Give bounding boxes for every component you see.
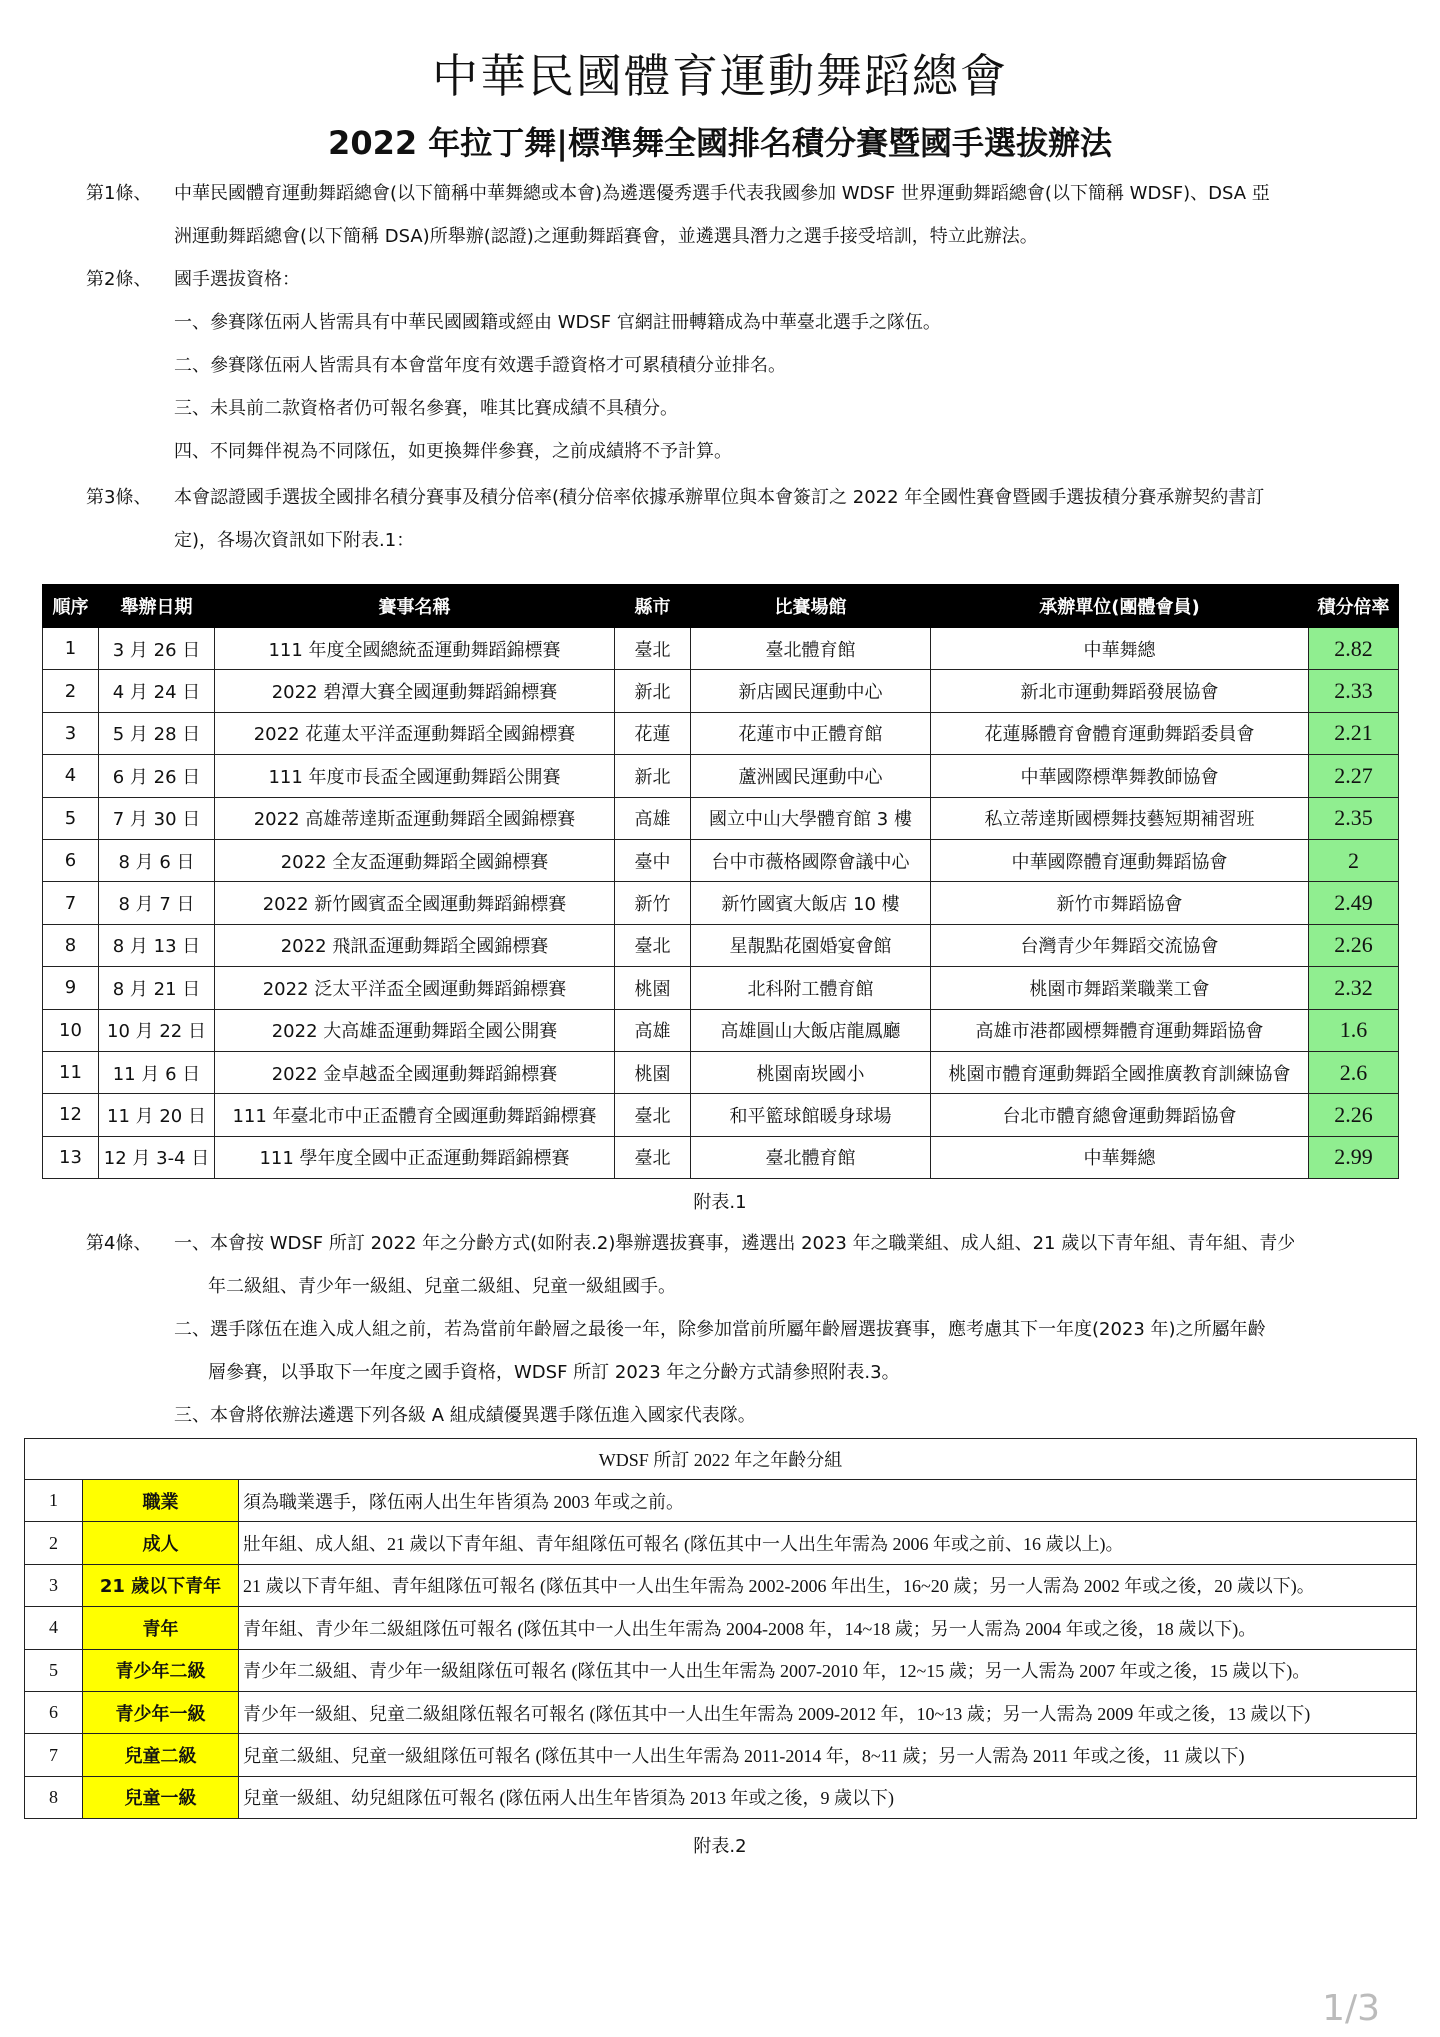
article-2-item: 二、參賽隊伍兩人皆需具有本會當年度有效選手證資格才可累積積分並排名。 <box>174 355 786 376</box>
city-cell: 臺北 <box>615 1136 691 1178</box>
date-cell: 10 月 22 日 <box>99 1009 215 1051</box>
event-name-cell: 2022 新竹國賓盃全國運動舞蹈錦標賽 <box>215 882 615 924</box>
age-group-label: 青年 <box>83 1607 239 1649</box>
organizer-cell: 桃園市體育運動舞蹈全國推廣教育訓練協會 <box>931 1051 1309 1093</box>
city-cell: 新竹 <box>615 882 691 924</box>
age-row-number: 4 <box>25 1607 83 1649</box>
table-row <box>43 628 1399 670</box>
event-name-cell: 111 學年度全國中正盃運動舞蹈錦標賽 <box>215 1136 615 1178</box>
venue-cell: 和平籃球館暖身球場 <box>691 1094 931 1136</box>
age-group-label: 21 歲以下青年 <box>83 1564 239 1606</box>
date-cell: 8 月 7 日 <box>99 882 215 924</box>
city-cell: 高雄 <box>615 1009 691 1051</box>
column-header: 承辦單位(團體會員) <box>931 585 1309 628</box>
multiplier-cell: 2.49 <box>1309 882 1399 924</box>
article-4-line: 三、本會將依辦法遴選下列各級 A 組成績優異選手隊伍進入國家代表隊。 <box>174 1405 756 1426</box>
multiplier-cell: 2.35 <box>1309 797 1399 839</box>
age-group-label: 兒童一級 <box>83 1776 239 1818</box>
article-1-line: 中華民國體育運動舞蹈總會(以下簡稱中華舞總或本會)為遴選優秀選手代表我國參加 WDSF 世界運動舞蹈總會(以下簡稱 WDSF)、DSA 亞 <box>174 183 1270 204</box>
venue-cell: 星靚點花園婚宴會館 <box>691 924 931 966</box>
date-cell: 3 月 26 日 <box>99 628 215 670</box>
organizer-cell: 中華國際標準舞教師協會 <box>931 755 1309 797</box>
article-2-item: 三、未具前二款資格者仍可報名參賽，唯其比賽成績不具積分。 <box>174 398 678 419</box>
age-row <box>25 1691 1417 1733</box>
organizer-cell: 台北市體育總會運動舞蹈協會 <box>931 1094 1309 1136</box>
date-cell: 11 月 20 日 <box>99 1094 215 1136</box>
date-cell: 4 月 24 日 <box>99 670 215 712</box>
article-2-item: 四、不同舞伴視為不同隊伍，如更換舞伴參賽，之前成績將不予計算。 <box>174 441 732 462</box>
city-cell: 新北 <box>615 755 691 797</box>
age-row <box>25 1480 1417 1522</box>
age-group-description: 青年組、青少年二級組隊伍可報名 (隊伍其中一人出生年需為 2004-2008 年，14~18 歲；另一人需為 2004 年或之後，18 歲以下)。 <box>239 1607 1417 1649</box>
article-3 <box>86 476 1356 562</box>
table-row <box>43 882 1399 924</box>
event-name-cell: 2022 高雄蒂達斯盃運動舞蹈全國錦標賽 <box>215 797 615 839</box>
order-cell: 4 <box>43 755 99 797</box>
table-1-caption: 附表.1 <box>693 1192 747 1213</box>
article-4-line: 二、選手隊伍在進入成人組之前，若為當前年齡層之最後一年，除參加當前所屬年齡層選拔賽事，應考慮其下一年度(2023 年)之所屬年齡 <box>174 1319 1266 1340</box>
age-row <box>25 1649 1417 1691</box>
age-group-table <box>24 1438 1417 1819</box>
article-4 <box>86 1222 1356 1437</box>
event-name-cell: 2022 碧潭大賽全國運動舞蹈錦標賽 <box>215 670 615 712</box>
document-title: 2022 年拉丁舞|標準舞全國排名積分賽暨國手選拔辦法 <box>328 124 1112 162</box>
venue-cell: 新竹國賓大飯店 10 樓 <box>691 882 931 924</box>
table-row <box>43 712 1399 754</box>
organizer-cell: 新竹市舞蹈協會 <box>931 882 1309 924</box>
venue-cell: 蘆洲國民運動中心 <box>691 755 931 797</box>
order-cell: 2 <box>43 670 99 712</box>
age-group-description: 兒童一級組、幼兒組隊伍可報名 (隊伍兩人出生年皆須為 2013 年或之後，9 歲以下) <box>239 1776 1417 1818</box>
date-cell: 6 月 26 日 <box>99 755 215 797</box>
column-header: 縣市 <box>615 585 691 628</box>
page-indicator: 1/3 <box>1322 1988 1380 2029</box>
article-1-heading: 第1條、 <box>86 183 152 204</box>
organizer-cell: 花蓮縣體育會體育運動舞蹈委員會 <box>931 712 1309 754</box>
age-group-description: 須為職業選手，隊伍兩人出生年皆須為 2003 年或之前。 <box>239 1480 1417 1522</box>
order-cell: 7 <box>43 882 99 924</box>
age-row <box>25 1522 1417 1564</box>
multiplier-cell: 2.32 <box>1309 967 1399 1009</box>
date-cell: 8 月 6 日 <box>99 839 215 881</box>
venue-cell: 新店國民運動中心 <box>691 670 931 712</box>
venue-cell: 高雄圓山大飯店龍鳳廳 <box>691 1009 931 1051</box>
table-row <box>43 670 1399 712</box>
column-header: 比賽場館 <box>691 585 931 628</box>
article-1 <box>86 172 1356 258</box>
order-cell: 5 <box>43 797 99 839</box>
venue-cell: 北科附工體育館 <box>691 967 931 1009</box>
venue-cell: 國立中山大學體育館 3 樓 <box>691 797 931 839</box>
column-header: 順序 <box>43 585 99 628</box>
multiplier-cell: 2.6 <box>1309 1051 1399 1093</box>
event-name-cell: 2022 大高雄盃運動舞蹈全國公開賽 <box>215 1009 615 1051</box>
event-name-cell: 111 年臺北市中正盃體育全國運動舞蹈錦標賽 <box>215 1094 615 1136</box>
age-group-description: 兒童二級組、兒童一級組隊伍可報名 (隊伍其中一人出生年需為 2011-2014 年，8~11 歲；另一人需為 2011 年或之後，11 歲以下) <box>239 1734 1417 1776</box>
venue-cell: 台中市薇格國際會議中心 <box>691 839 931 881</box>
order-cell: 13 <box>43 1136 99 1178</box>
date-cell: 7 月 30 日 <box>99 797 215 839</box>
order-cell: 11 <box>43 1051 99 1093</box>
multiplier-cell: 2 <box>1309 839 1399 881</box>
order-cell: 8 <box>43 924 99 966</box>
order-cell: 12 <box>43 1094 99 1136</box>
organizer-cell: 中華國際體育運動舞蹈協會 <box>931 839 1309 881</box>
city-cell: 臺北 <box>615 924 691 966</box>
city-cell: 臺北 <box>615 1094 691 1136</box>
date-cell: 8 月 21 日 <box>99 967 215 1009</box>
venue-cell: 桃園南崁國小 <box>691 1051 931 1093</box>
multiplier-cell: 2.27 <box>1309 755 1399 797</box>
article-1-line: 洲運動舞蹈總會(以下簡稱 DSA)所舉辦(認證)之運動舞蹈賽會，並遴選具潛力之選手接受培訓，特立此辦法。 <box>174 226 1038 247</box>
article-4-line: 層參賽，以爭取下一年度之國手資格，WDSF 所訂 2023 年之分齡方式請參照附表.3。 <box>208 1362 900 1383</box>
table-row <box>43 839 1399 881</box>
table-row <box>43 924 1399 966</box>
multiplier-cell: 2.33 <box>1309 670 1399 712</box>
article-3-line: 本會認證國手選拔全國排名積分賽事及積分倍率(積分倍率依據承辦單位與本會簽訂之 2022 年全國性賽會暨國手選拔積分賽承辦契約書訂 <box>174 487 1265 508</box>
table-row <box>43 1136 1399 1178</box>
age-row-number: 6 <box>25 1691 83 1733</box>
table-row <box>43 1009 1399 1051</box>
age-row <box>25 1564 1417 1606</box>
table-2-caption: 附表.2 <box>693 1836 747 1857</box>
age-group-label: 青少年二級 <box>83 1649 239 1691</box>
age-row-number: 1 <box>25 1480 83 1522</box>
article-2 <box>86 258 1356 473</box>
age-table-title: WDSF 所訂 2022 年之年齡分組 <box>25 1439 1417 1480</box>
column-header: 舉辦日期 <box>99 585 215 628</box>
organizer-cell: 高雄市港都國標舞體育運動舞蹈協會 <box>931 1009 1309 1051</box>
event-name-cell: 2022 飛訊盃運動舞蹈全國錦標賽 <box>215 924 615 966</box>
event-name-cell: 111 年度市長盃全國運動舞蹈公開賽 <box>215 755 615 797</box>
event-name-cell: 2022 金卓越盃全國運動舞蹈錦標賽 <box>215 1051 615 1093</box>
date-cell: 5 月 28 日 <box>99 712 215 754</box>
order-cell: 9 <box>43 967 99 1009</box>
table-row <box>43 1094 1399 1136</box>
organizer-cell: 新北市運動舞蹈發展協會 <box>931 670 1309 712</box>
org-title: 中華民國體育運動舞蹈總會 <box>432 49 1008 103</box>
age-group-label: 職業 <box>83 1480 239 1522</box>
age-row-number: 5 <box>25 1649 83 1691</box>
date-cell: 12 月 3-4 日 <box>99 1136 215 1178</box>
age-row-number: 8 <box>25 1776 83 1818</box>
article-4-line: 年二級組、青少年一級組、兒童二級組、兒童一級組國手。 <box>208 1276 676 1297</box>
multiplier-cell: 2.26 <box>1309 924 1399 966</box>
order-cell: 3 <box>43 712 99 754</box>
event-name-cell: 2022 花蓮太平洋盃運動舞蹈全國錦標賽 <box>215 712 615 754</box>
event-name-cell: 2022 全友盃運動舞蹈全國錦標賽 <box>215 839 615 881</box>
age-row-number: 7 <box>25 1734 83 1776</box>
article-4-line: 一、本會按 WDSF 所訂 2022 年之分齡方式(如附表.2)舉辦選拔賽事，遴選出 2023 年之職業組、成人組、21 歲以下青年組、青年組、青少 <box>174 1233 1296 1254</box>
city-cell: 新北 <box>615 670 691 712</box>
order-cell: 10 <box>43 1009 99 1051</box>
city-cell: 花蓮 <box>615 712 691 754</box>
article-4-heading: 第4條、 <box>86 1233 152 1254</box>
age-row-number: 3 <box>25 1564 83 1606</box>
age-group-description: 21 歲以下青年組、青年組隊伍可報名 (隊伍其中一人出生年需為 2002-2006 年出生，16~20 歲；另一人需為 2002 年或之後，20 歲以下)。 <box>239 1564 1417 1606</box>
age-row <box>25 1734 1417 1776</box>
article-2-heading: 第2條、 <box>86 269 152 290</box>
age-group-label: 兒童二級 <box>83 1734 239 1776</box>
table-row <box>43 797 1399 839</box>
event-name-cell: 2022 泛太平洋盃全國運動舞蹈錦標賽 <box>215 967 615 1009</box>
age-group-label: 成人 <box>83 1522 239 1564</box>
article-3-line: 定)，各場次資訊如下附表.1： <box>174 530 415 551</box>
events-table <box>42 584 1399 1179</box>
article-2-line: 國手選拔資格： <box>174 269 300 290</box>
event-name-cell: 111 年度全國總統盃運動舞蹈錦標賽 <box>215 628 615 670</box>
age-group-description: 青少年二級組、青少年一級組隊伍可報名 (隊伍其中一人出生年需為 2007-2010 年，12~15 歲；另一人需為 2007 年或之後，15 歲以下)。 <box>239 1649 1417 1691</box>
multiplier-cell: 2.21 <box>1309 712 1399 754</box>
multiplier-cell: 1.6 <box>1309 1009 1399 1051</box>
events-table-header <box>43 585 1399 628</box>
article-2-item: 一、參賽隊伍兩人皆需具有中華民國國籍或經由 WDSF 官網註冊轉籍成為中華臺北選手之隊伍。 <box>174 312 941 333</box>
table-row <box>43 755 1399 797</box>
age-row <box>25 1607 1417 1649</box>
city-cell: 桃園 <box>615 967 691 1009</box>
article-3-heading: 第3條、 <box>86 487 152 508</box>
table-row <box>43 1051 1399 1093</box>
city-cell: 桃園 <box>615 1051 691 1093</box>
age-group-description: 青少年一級組、兒童二級組隊伍報名可報名 (隊伍其中一人出生年需為 2009-2012 年，10~13 歲；另一人需為 2009 年或之後，13 歲以下) <box>239 1691 1417 1733</box>
venue-cell: 花蓮市中正體育館 <box>691 712 931 754</box>
age-group-description: 壯年組、成人組、21 歲以下青年組、青年組隊伍可報名 (隊伍其中一人出生年需為 2006 年或之前、16 歲以上)。 <box>239 1522 1417 1564</box>
organizer-cell: 台灣青少年舞蹈交流協會 <box>931 924 1309 966</box>
multiplier-cell: 2.99 <box>1309 1136 1399 1178</box>
age-row <box>25 1776 1417 1818</box>
venue-cell: 臺北體育館 <box>691 1136 931 1178</box>
city-cell: 臺中 <box>615 839 691 881</box>
multiplier-cell: 2.82 <box>1309 628 1399 670</box>
column-header: 積分倍率 <box>1309 585 1399 628</box>
date-cell: 11 月 6 日 <box>99 1051 215 1093</box>
city-cell: 高雄 <box>615 797 691 839</box>
city-cell: 臺北 <box>615 628 691 670</box>
age-row-number: 2 <box>25 1522 83 1564</box>
age-table-title-row <box>25 1439 1417 1480</box>
organizer-cell: 桃園市舞蹈業職業工會 <box>931 967 1309 1009</box>
organizer-cell: 中華舞總 <box>931 628 1309 670</box>
organizer-cell: 中華舞總 <box>931 1136 1309 1178</box>
organizer-cell: 私立蒂達斯國標舞技藝短期補習班 <box>931 797 1309 839</box>
multiplier-cell: 2.26 <box>1309 1094 1399 1136</box>
order-cell: 6 <box>43 839 99 881</box>
age-group-label: 青少年一級 <box>83 1691 239 1733</box>
column-header: 賽事名稱 <box>215 585 615 628</box>
venue-cell: 臺北體育館 <box>691 628 931 670</box>
table-row <box>43 967 1399 1009</box>
order-cell: 1 <box>43 628 99 670</box>
date-cell: 8 月 13 日 <box>99 924 215 966</box>
